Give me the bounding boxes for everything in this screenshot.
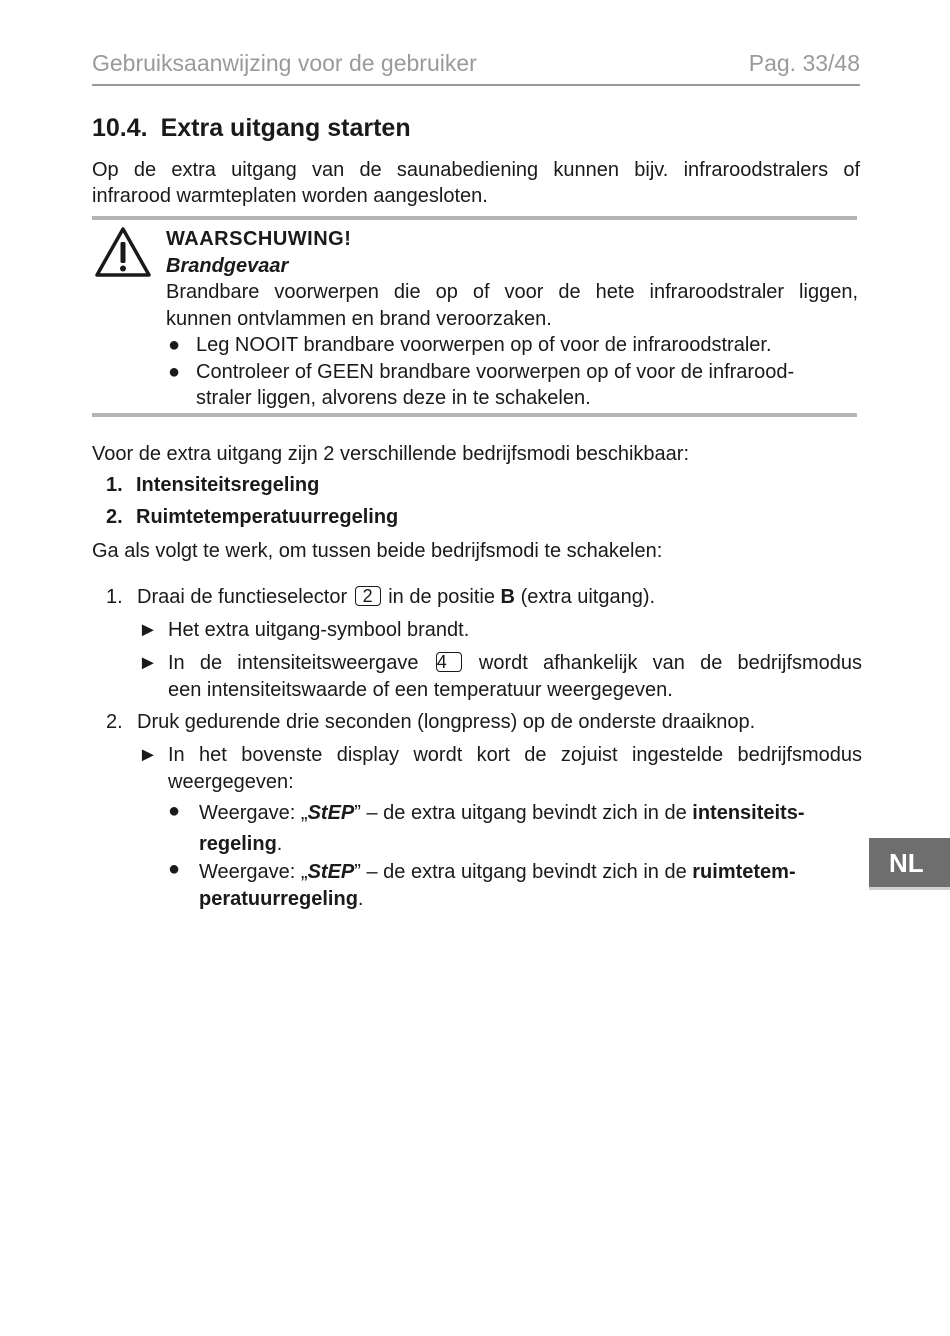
bullet-icon: ● [168, 360, 181, 383]
page-number: Pag. 33/48 [748, 50, 860, 76]
warning-bullet-text: Leg NOOIT brandbare voorwerpen op of voor de infraroodstraler. [196, 334, 772, 356]
warning-box [92, 216, 857, 417]
result-line-1: In het bovenste display wordt kort de zojuist ingestelde bedrijfsmodus [168, 744, 862, 766]
option-text-part: . [357, 888, 364, 910]
intro-paragraph [92, 157, 860, 209]
step-text: Druk gedurende drie seconden (longpress) op de onderste draaiknop. [137, 711, 756, 733]
reference-box: 4 [436, 652, 462, 672]
bullet-icon: ● [168, 334, 181, 356]
option-bold: regeling [199, 833, 277, 855]
position-label: B [500, 586, 515, 608]
result-text [168, 650, 862, 704]
warning-title: WAARSCHUWING! [166, 228, 352, 250]
mode-item [106, 474, 319, 497]
result-text-part: In de intensiteitsweergave [168, 652, 419, 674]
mode-item [106, 506, 398, 529]
warning-triangle-icon [94, 226, 152, 278]
bullet-icon: ● [168, 800, 181, 822]
language-tab: NL [869, 838, 950, 890]
modes-intro: Voor de extra uitgang zijn 2 verschillende bedrijfsmodi beschikbaar: [92, 443, 690, 465]
option-text-part: . [276, 833, 283, 855]
intro-line-2: infrarood warmteplaten worden aangesloten. [92, 185, 488, 207]
mode-number: 1. [106, 474, 123, 496]
result-text: Het extra uitgang-symbool brandt. [168, 619, 470, 641]
option-text [199, 858, 861, 912]
option-text-part: ” – de extra uitgang bevindt zich in de [354, 802, 687, 824]
switch-instruction: Ga als volgt te werk, om tussen beide bedrijfsmodi te schakelen: [92, 540, 663, 562]
arrow-icon: ► [138, 619, 158, 641]
result-line-2: een intensiteitswaarde of een temperatuur weergegeven. [168, 679, 673, 701]
option-text [199, 800, 861, 859]
option-line-2 [199, 886, 861, 912]
result-text-part: wordt afhankelijk van de bedrijfsmodus [478, 652, 862, 674]
warning-line-2: kunnen ontvlammen en brand veroorzaken. [166, 307, 552, 330]
mode-label: Ruimtetemperatuurregeling [136, 506, 399, 528]
warning-content [166, 226, 858, 412]
step-text [137, 584, 860, 611]
reference-box: 2 [355, 586, 381, 606]
arrow-icon: ► [138, 652, 158, 674]
warning-subtitle: Brandgevaar [166, 254, 289, 277]
mode-number: 2. [106, 506, 123, 528]
section-heading [92, 114, 411, 143]
step-number: 1. [106, 586, 123, 608]
mode-label: Intensiteitsregeling [136, 474, 320, 496]
option-line-1 [199, 858, 861, 886]
warning-line-1: Brandbare voorwerpen die op of voor de hete infraroodstraler liggen, [166, 281, 858, 303]
option-bold: peratuurregeling [199, 888, 358, 910]
result-text [168, 742, 862, 796]
section-number: 10.4. [92, 114, 148, 142]
warning-bullet-text: Controleer of GEEN brandbare voorwerpen op of voor de infrarood- [196, 360, 795, 383]
option-text-part: ” – de extra uitgang bevindt zich in de [354, 861, 687, 883]
bullet-icon: ● [168, 858, 181, 880]
option-text-part: Weergave: „ [199, 861, 308, 883]
warning-bullet-2-continued [166, 385, 858, 412]
arrow-icon: ► [138, 744, 158, 766]
option-text-part: Weergave: „ [199, 802, 308, 824]
option-line-1 [199, 797, 861, 829]
step-text-part: in de positie [388, 586, 495, 608]
warning-bullet-1 [166, 332, 858, 359]
warning-bullet-2 [166, 359, 858, 386]
option-bold: ruimtetem- [692, 861, 796, 883]
step-number: 2. [106, 711, 123, 733]
intro-line-1: Op de extra uitgang van de saunabediening kunnen bijv. infraroodstralers of [92, 159, 860, 181]
warning-bullet-text: straler liggen, alvorens deze in te schakelen. [196, 387, 591, 409]
result-line-1 [168, 650, 862, 677]
option-line-2 [199, 829, 861, 859]
step-text-part: (extra uitgang). [520, 586, 656, 608]
document-title: Gebruiksaanwijzing voor de gebruiker [92, 50, 477, 76]
option-bold: intensiteits- [692, 802, 805, 824]
result-line-2: weergegeven: [168, 771, 294, 793]
step-text-part: Draai de functieselector [137, 586, 348, 608]
display-code: StEP [307, 861, 355, 883]
display-code: StEP [307, 802, 355, 824]
page-header [92, 48, 860, 86]
section-title: Extra uitgang starten [160, 114, 411, 142]
